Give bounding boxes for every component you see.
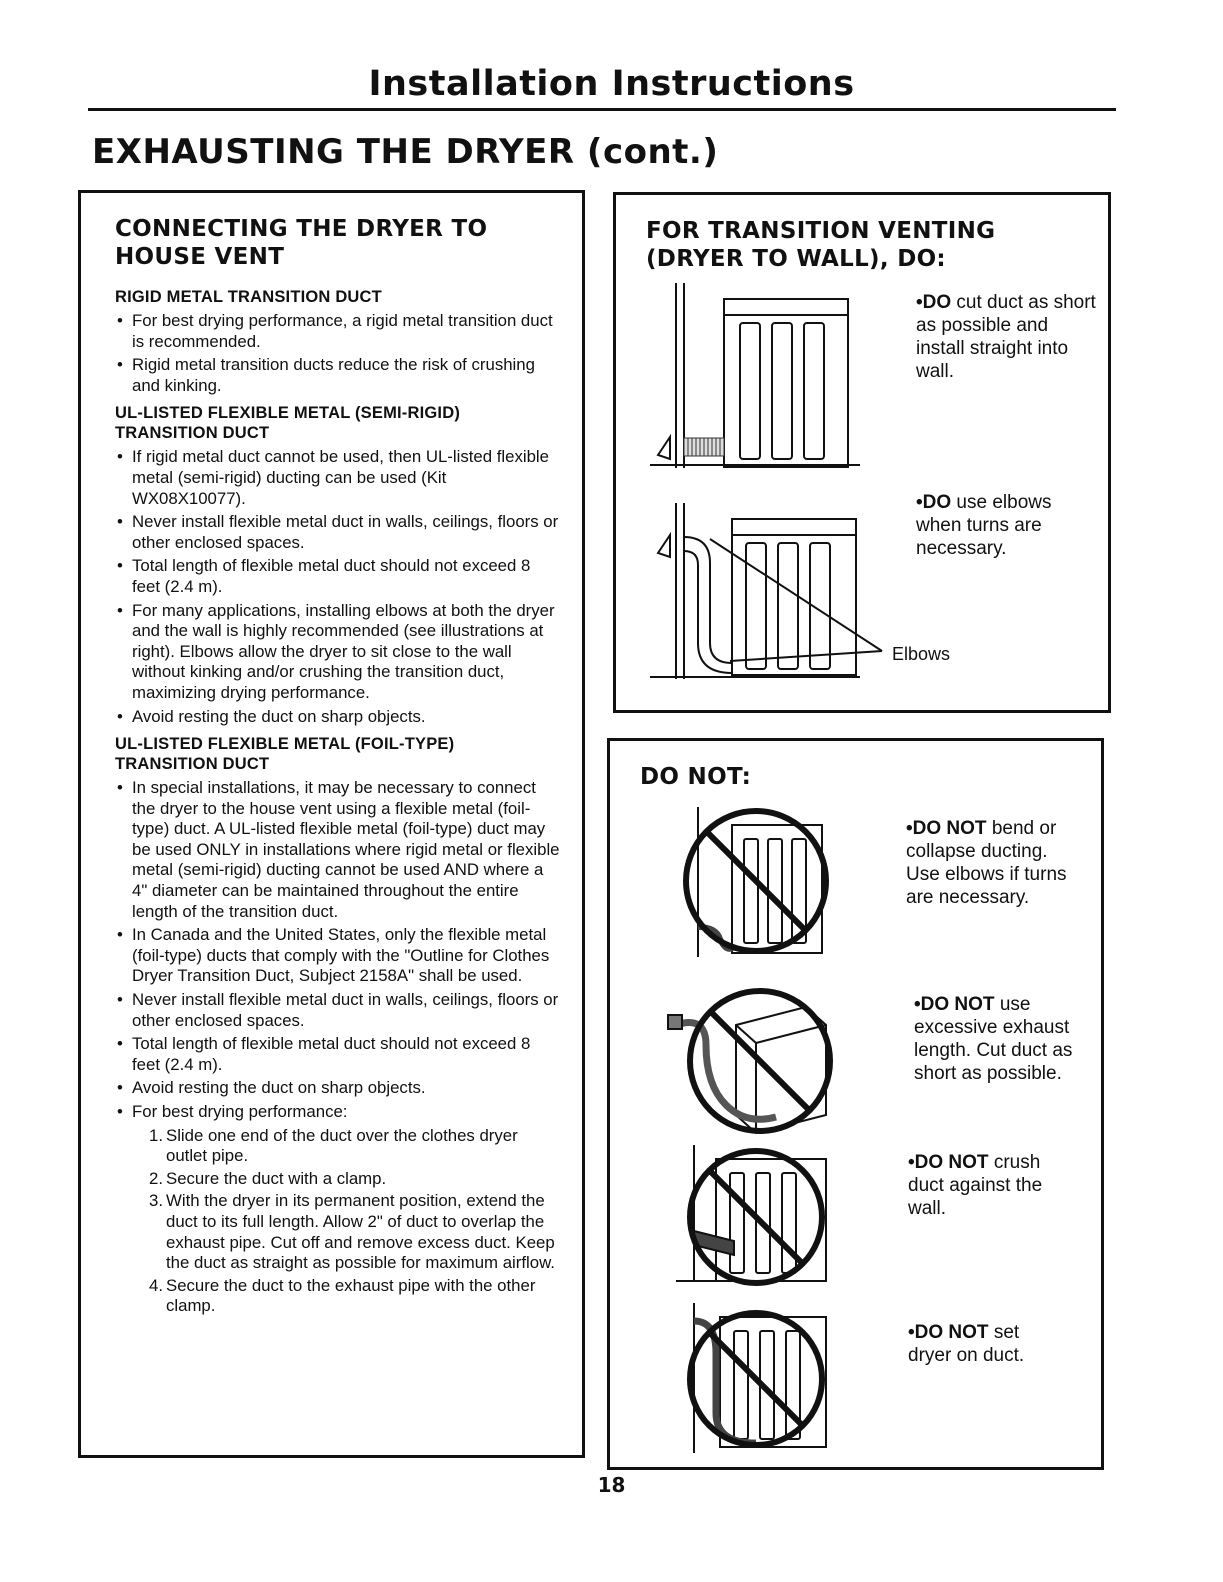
- list-item: [115, 601, 560, 704]
- step-item: [149, 1276, 560, 1317]
- bullet-glyph: •: [117, 355, 123, 375]
- rigid-heading: RIGID METAL TRANSITION DUCT: [115, 288, 382, 306]
- rigid-bullets: [115, 311, 560, 396]
- bullet-glyph: •: [117, 925, 123, 945]
- do-not-text-body: bend or collapse ducting. Use elbows if turns are necessary.: [906, 818, 1067, 908]
- step-number: 1.: [149, 1125, 163, 1145]
- bullet-text: For many applications, installing elbows at both the dryer and the wall is highly recommended (see illustrations at right). Elbows allow the dryer to sit close to the wall without kinking and/or crushing the transition duct, maximizing drying performance.: [132, 600, 555, 702]
- bullet-glyph: •: [117, 1102, 123, 1121]
- bullet-glyph: •: [117, 1034, 123, 1054]
- bullet-text: Total length of flexible metal duct should not exceed 8 feet (2.4 m).: [132, 556, 531, 596]
- semi-rigid-heading: [115, 403, 560, 443]
- list-item: [115, 311, 560, 352]
- connecting-heading-line2: HOUSE VENT: [115, 244, 285, 270]
- bullet-text: In Canada and the United States, only the flexible metal (foil-type) ducts that comply with the "Outline for Clothes Dryer Transition Duct, Subject 2158A" shall be used.: [132, 925, 550, 986]
- bullet-glyph: •: [117, 706, 123, 726]
- list-item: [115, 1078, 560, 1099]
- list-item: [115, 925, 560, 987]
- do-not-bend-illustration: [676, 807, 846, 957]
- dryer-elbows-illustration: [650, 503, 900, 683]
- do-text-body: cut duct as short as possible and install straight into wall.: [916, 292, 1096, 382]
- bullet-text: In special installations, it may be necessary to connect the dryer to the house vent using a flexible metal (foil-type) duct. A UL-listed flexible metal (foil-type) duct may be used ONLY in installations where rigid metal or flexible metal (semi-rigid) ducting cannot be used AND where a 4" diameter can be maintained throughout the entire length of the transition duct.: [132, 778, 560, 921]
- step-item: [149, 1191, 560, 1273]
- do-text-body: use elbows when turns are necessary.: [916, 492, 1052, 559]
- foil-steps: [115, 1126, 560, 1317]
- bullet-text: For best drying performance, a rigid metal transition duct is recommended.: [132, 311, 553, 351]
- do-not-excessive-length-text: [914, 993, 1084, 1085]
- bullet-glyph: •: [117, 778, 123, 798]
- page-number: 18: [597, 1473, 626, 1497]
- do-not-keyword: DO NOT: [914, 1152, 989, 1173]
- foil-heading: [115, 734, 560, 774]
- transition-heading-line1: FOR TRANSITION VENTING: [646, 218, 996, 244]
- list-item: [115, 1102, 560, 1123]
- step-number: 3.: [149, 1191, 163, 1211]
- bullet-glyph: •: [117, 990, 123, 1010]
- list-item: [115, 355, 560, 396]
- do-use-elbows-text: [916, 491, 1086, 560]
- bullet-text: Never install flexible metal duct in walls, ceilings, floors or other enclosed spaces.: [132, 512, 559, 552]
- connecting-content: [115, 287, 560, 1319]
- bullet-glyph: •: [916, 292, 923, 313]
- do-not-heading: DO NOT:: [640, 764, 752, 790]
- foil-heading-line2: TRANSITION DUCT: [115, 755, 270, 774]
- list-item: [115, 512, 560, 553]
- step-item: [149, 1169, 560, 1190]
- bullet-glyph: •: [916, 492, 923, 513]
- bullet-glyph: •: [908, 1322, 915, 1343]
- semi-rigid-heading-line1: UL-LISTED FLEXIBLE METAL (SEMI-RIGID): [115, 404, 461, 423]
- list-item: [115, 556, 560, 597]
- do-not-excessive-length-illustration: [666, 985, 846, 1135]
- list-item: [115, 990, 560, 1031]
- bullet-text: Avoid resting the duct on sharp objects.: [132, 1078, 426, 1098]
- do-not-text-body: crush duct against the wall.: [908, 1152, 1043, 1219]
- transition-venting-do-box: [613, 192, 1111, 713]
- bullet-glyph: •: [117, 512, 123, 532]
- step-item: [149, 1126, 560, 1167]
- do-keyword: DO: [922, 492, 952, 513]
- bullet-glyph: •: [117, 311, 123, 330]
- bullet-text: Avoid resting the duct on sharp objects.: [132, 706, 426, 726]
- bullet-glyph: •: [117, 600, 123, 620]
- do-not-keyword: DO NOT: [920, 994, 995, 1015]
- bullet-glyph: •: [906, 818, 913, 839]
- section-title: EXHAUSTING THE DRYER (cont.): [92, 132, 719, 172]
- step-text: Secure the duct with a clamp.: [166, 1168, 387, 1188]
- connecting-heading-line1: CONNECTING THE DRYER TO: [115, 216, 488, 242]
- bullet-text: If rigid metal duct cannot be used, then UL-listed flexible metal (semi-rigid) ducting can be used (Kit WX08X10077).: [132, 447, 549, 508]
- step-number: 4.: [149, 1275, 163, 1295]
- dryer-straight-duct-illustration: [650, 283, 860, 473]
- do-keyword: DO: [922, 292, 952, 313]
- page-title: Installation Instructions: [368, 64, 855, 104]
- foil-bullets: [115, 778, 560, 1123]
- list-item: [115, 447, 560, 509]
- elbows-label: Elbows: [892, 644, 951, 664]
- bullet-text: Never install flexible metal duct in walls, ceilings, floors or other enclosed spaces.: [132, 990, 559, 1030]
- bullet-glyph: •: [908, 1152, 915, 1173]
- transition-heading-line2: (DRYER TO WALL), DO:: [646, 246, 946, 272]
- do-not-crush-illustration: [676, 1145, 846, 1295]
- do-not-text-body: set dryer on duct.: [908, 1322, 1025, 1366]
- step-text: Secure the duct to the exhaust pipe with the other clamp.: [166, 1275, 536, 1316]
- foil-heading-line1: UL-LISTED FLEXIBLE METAL (FOIL-TYPE): [115, 735, 455, 754]
- do-not-keyword: DO NOT: [912, 818, 987, 839]
- list-item: [115, 1034, 560, 1075]
- do-not-set-on-duct-text: [908, 1321, 1058, 1367]
- do-not-keyword: DO NOT: [914, 1322, 989, 1343]
- do-not-text-body: use excessive exhaust length. Cut duct as short as possible.: [914, 994, 1073, 1084]
- transition-venting-heading: [646, 217, 995, 273]
- bullet-glyph: •: [914, 994, 921, 1015]
- bullet-glyph: •: [117, 556, 123, 576]
- step-number: 2.: [149, 1168, 163, 1188]
- connecting-house-vent-box: [78, 190, 585, 1458]
- bullet-text: For best drying performance:: [132, 1102, 348, 1121]
- semi-rigid-bullets: [115, 447, 560, 727]
- do-not-bend-text: [906, 817, 1076, 909]
- bullet-text: Total length of flexible metal duct should not exceed 8 feet (2.4 m).: [132, 1034, 531, 1074]
- list-item: [115, 707, 560, 728]
- connecting-heading: [115, 215, 487, 271]
- do-not-box: [607, 738, 1104, 1470]
- do-not-set-on-duct-illustration: [676, 1303, 846, 1453]
- bullet-glyph: •: [117, 447, 123, 467]
- bullet-text: Rigid metal transition ducts reduce the risk of crushing and kinking.: [132, 355, 535, 395]
- do-cut-short-text: [916, 291, 1096, 383]
- step-text: With the dryer in its permanent position, extend the duct to its full length. Allow 2" of duct to overlap the exhaust pipe. Cut off and remove excess duct. Keep the duct as straight as possible for maximum airflow.: [166, 1191, 555, 1273]
- do-not-crush-text: [908, 1151, 1058, 1220]
- step-text: Slide one end of the duct over the clothes dryer outlet pipe.: [166, 1125, 518, 1166]
- bullet-glyph: •: [117, 1078, 123, 1098]
- header-rule: [88, 108, 1116, 111]
- semi-rigid-heading-line2: TRANSITION DUCT: [115, 424, 270, 443]
- list-item: [115, 778, 560, 922]
